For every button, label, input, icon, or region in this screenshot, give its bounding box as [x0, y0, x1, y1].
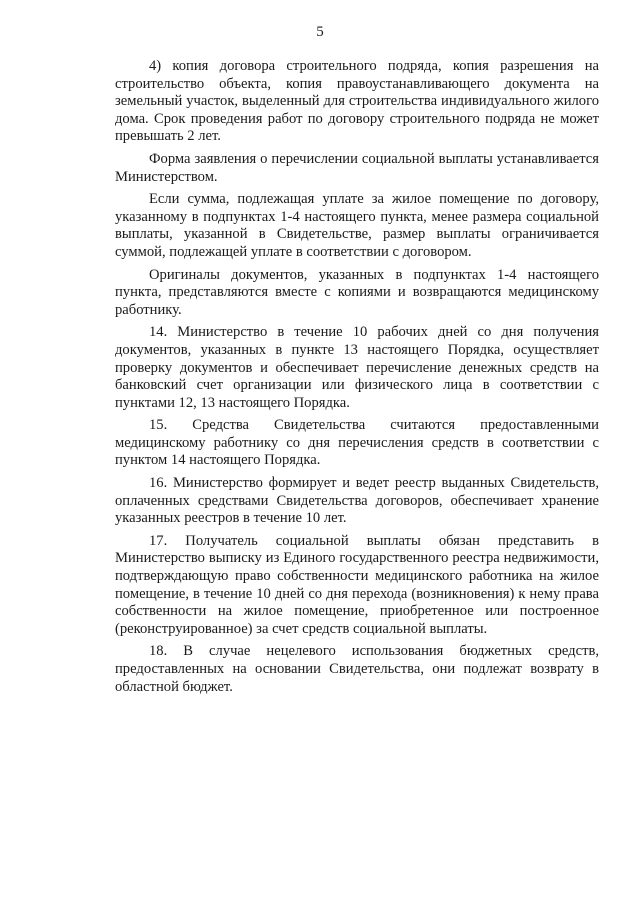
paragraph-clause-17: 17. Получатель социальной выплаты обязан представить в Министерство выписку из Единого государственного реестра недвижимости, подтверждающую право собственности медицинского работника на жилое помещение, в течение 10 дней со дня перехода (возникновения) к нему права собственности на жилое помещение, приобретенное или построенное (реконструированное) за счет средств социальной выплаты. — [115, 532, 599, 637]
paragraph-clause-16: 16. Министерство формирует и ведет реестр выданных Свидетельств, оплаченных средствами Свидетельства договоров, обеспечивает хранение указанных реестров в течение 10 лет. — [115, 475, 599, 527]
paragraph-clause-15: 15. Средства Свидетельства считаются предоставленными медицинскому работнику со дня перечисления средств в соответствии с пунктом 14 настоящего Порядка. — [115, 417, 599, 469]
paragraph-clause-18: 18. В случае нецелевого использования бюджетных средств, предоставленных на основании Свидетельства, они подлежат возврату в областной бюджет. — [115, 643, 599, 695]
paragraph-application-form: Форма заявления о перечислении социальной выплаты устанавливается Министерством. — [115, 150, 599, 185]
document-body — [115, 58, 599, 696]
paragraph-clause-14: 14. Министерство в течение 10 рабочих дней со дня получения документов, указанных в пункте 13 настоящего Порядка, осуществляет проверку документов и обеспечивает перечисление денежных средств на банковский счет организации или физического лица в соответствии с пунктами 12, 13 настоящего Порядка. — [115, 324, 599, 411]
paragraph-original-documents: Оригиналы документов, указанных в подпунктах 1-4 настоящего пункта, представляются вместе с копиями и возвращаются медицинскому работнику. — [115, 266, 599, 318]
page-number: 5 — [316, 24, 324, 40]
paragraph-item-4: 4) копия договора строительного подряда, копия разрешения на строительство объекта, копия правоустанавливающего документа на земельный участок, выделенный для строительства индивидуального жилого дома. Срок проведения работ по договору строительного подряда не может превышать 2 лет. — [115, 58, 599, 145]
paragraph-payment-limit: Если сумма, подлежащая уплате за жилое помещение по договору, указанному в подпунктах 1-4 настоящего пункта, менее размера социальной выплаты, указанной в Свидетельстве, размер выплаты ограничивается суммой, подлежащей уплате в соответствии с договором. — [115, 191, 599, 260]
